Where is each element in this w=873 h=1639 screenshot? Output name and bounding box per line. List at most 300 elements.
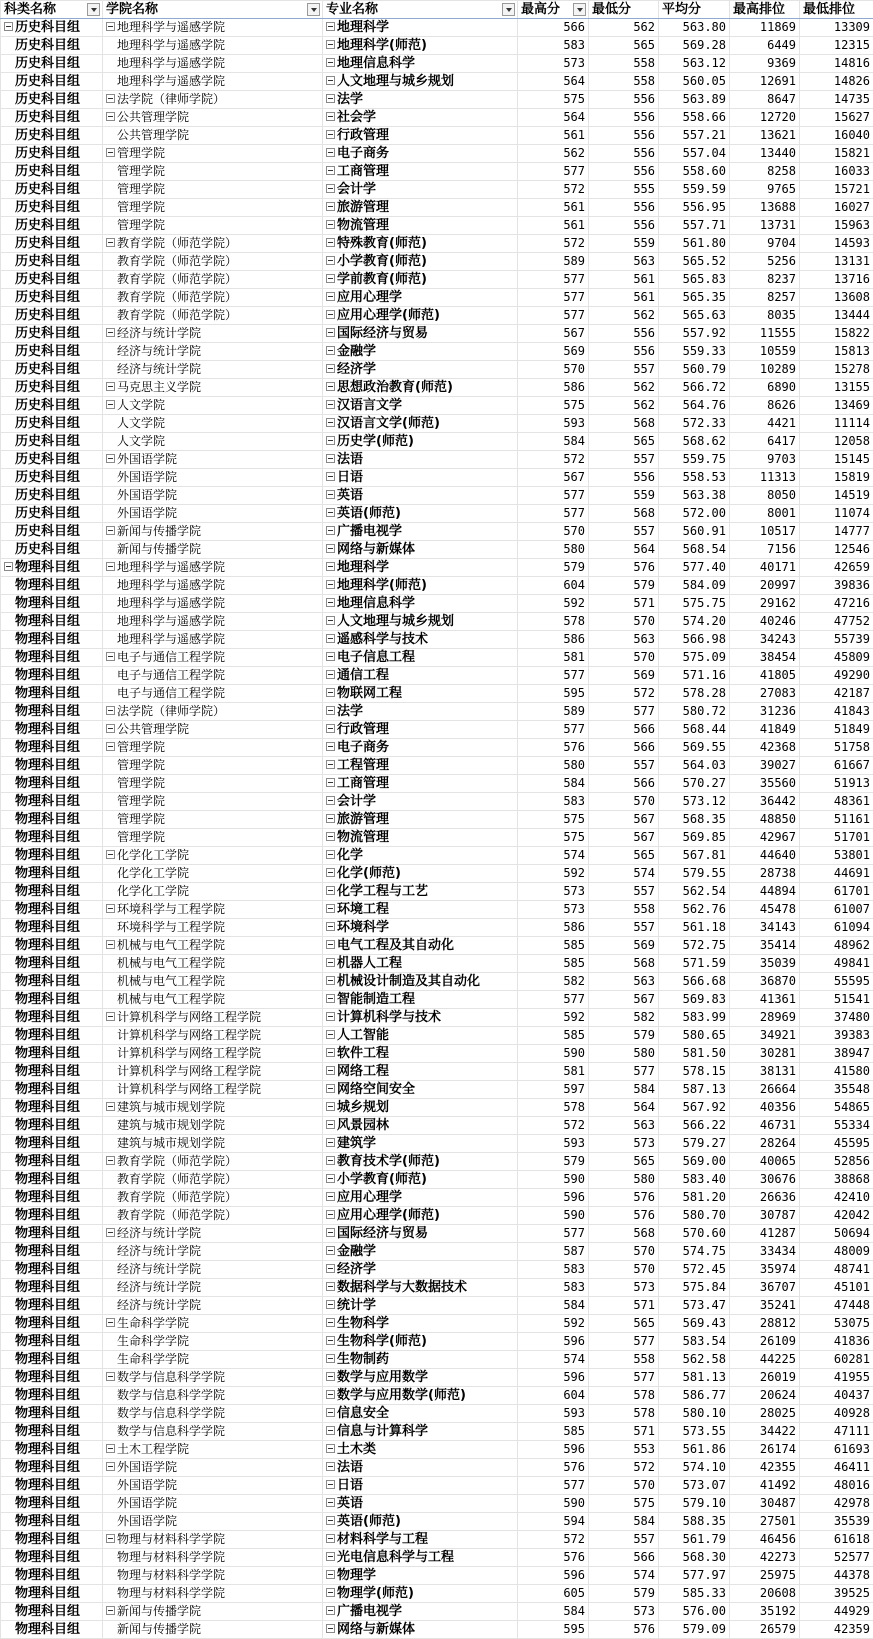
cell-major[interactable] (323, 1081, 518, 1099)
cell-college[interactable] (103, 1009, 323, 1027)
cell-major[interactable] (323, 1027, 518, 1045)
cell-rank-high[interactable]: 36442 (730, 793, 800, 811)
cell-max-score[interactable]: 577 (518, 991, 589, 1009)
cell-avg-score[interactable]: 580.70 (659, 1207, 730, 1225)
cell-min-score[interactable]: 569 (589, 667, 659, 685)
cell-major[interactable] (323, 685, 518, 703)
cell-college[interactable] (103, 487, 323, 505)
cell-max-score[interactable]: 562 (518, 145, 589, 163)
collapse-toggle-icon[interactable] (326, 112, 335, 121)
cell-min-score[interactable]: 569 (589, 937, 659, 955)
cell-min-score[interactable]: 584 (589, 1513, 659, 1531)
cell-college[interactable] (103, 901, 323, 919)
cell-major[interactable] (323, 667, 518, 685)
cell-max-score[interactable]: 592 (518, 595, 589, 613)
cell-rank-low[interactable]: 44929 (800, 1603, 873, 1621)
filter-dropdown-icon[interactable] (307, 3, 320, 16)
collapse-toggle-icon[interactable] (4, 562, 13, 571)
cell-avg-score[interactable]: 574.20 (659, 613, 730, 631)
cell-min-score[interactable]: 580 (589, 1045, 659, 1063)
cell-rank-low[interactable]: 38868 (800, 1171, 873, 1189)
cell-max-score[interactable]: 596 (518, 1333, 589, 1351)
cell-min-score[interactable]: 556 (589, 109, 659, 127)
cell-max-score[interactable]: 573 (518, 901, 589, 919)
cell-category[interactable] (1, 1171, 103, 1189)
cell-max-score[interactable]: 604 (518, 1387, 589, 1405)
cell-category[interactable] (1, 541, 103, 559)
cell-rank-low[interactable]: 12058 (800, 433, 873, 451)
cell-category[interactable] (1, 397, 103, 415)
cell-max-score[interactable]: 597 (518, 1081, 589, 1099)
cell-min-score[interactable]: 565 (589, 1153, 659, 1171)
cell-rank-high[interactable]: 42967 (730, 829, 800, 847)
cell-rank-high[interactable]: 11313 (730, 469, 800, 487)
collapse-toggle-icon[interactable] (326, 472, 335, 481)
collapse-toggle-icon[interactable] (326, 418, 335, 427)
cell-rank-high[interactable]: 12691 (730, 73, 800, 91)
cell-college[interactable] (103, 649, 323, 667)
cell-max-score[interactable]: 586 (518, 379, 589, 397)
cell-college[interactable] (103, 199, 323, 217)
cell-avg-score[interactable]: 588.35 (659, 1513, 730, 1531)
collapse-toggle-icon[interactable] (326, 1120, 335, 1129)
cell-rank-high[interactable]: 26174 (730, 1441, 800, 1459)
cell-category[interactable] (1, 253, 103, 271)
cell-min-score[interactable]: 579 (589, 577, 659, 595)
cell-min-score[interactable]: 578 (589, 1387, 659, 1405)
collapse-toggle-icon[interactable] (326, 814, 335, 823)
collapse-toggle-icon[interactable] (106, 850, 115, 859)
cell-category[interactable] (1, 1405, 103, 1423)
cell-avg-score[interactable]: 572.45 (659, 1261, 730, 1279)
cell-college[interactable] (103, 1153, 323, 1171)
cell-category[interactable] (1, 577, 103, 595)
cell-min-score[interactable]: 576 (589, 1189, 659, 1207)
cell-min-score[interactable]: 580 (589, 1171, 659, 1189)
cell-min-score[interactable]: 558 (589, 73, 659, 91)
cell-major[interactable] (323, 1153, 518, 1171)
cell-max-score[interactable]: 577 (518, 271, 589, 289)
cell-avg-score[interactable]: 574.75 (659, 1243, 730, 1261)
cell-max-score[interactable]: 577 (518, 307, 589, 325)
cell-min-score[interactable]: 570 (589, 1243, 659, 1261)
cell-avg-score[interactable]: 578.15 (659, 1063, 730, 1081)
cell-max-score[interactable]: 578 (518, 613, 589, 631)
cell-min-score[interactable]: 584 (589, 1081, 659, 1099)
cell-college[interactable] (103, 1225, 323, 1243)
cell-major[interactable] (323, 505, 518, 523)
cell-rank-low[interactable]: 46411 (800, 1459, 873, 1477)
cell-rank-high[interactable]: 13731 (730, 217, 800, 235)
cell-college[interactable] (103, 793, 323, 811)
cell-min-score[interactable]: 557 (589, 1531, 659, 1549)
cell-category[interactable] (1, 433, 103, 451)
cell-avg-score[interactable]: 562.76 (659, 901, 730, 919)
cell-major[interactable] (323, 1189, 518, 1207)
collapse-toggle-icon[interactable] (326, 634, 335, 643)
cell-rank-low[interactable]: 13716 (800, 271, 873, 289)
cell-avg-score[interactable]: 572.75 (659, 937, 730, 955)
cell-rank-low[interactable]: 47448 (800, 1297, 873, 1315)
cell-rank-low[interactable]: 13608 (800, 289, 873, 307)
cell-major[interactable] (323, 1513, 518, 1531)
cell-max-score[interactable]: 575 (518, 811, 589, 829)
cell-rank-low[interactable]: 55334 (800, 1117, 873, 1135)
cell-min-score[interactable]: 559 (589, 235, 659, 253)
cell-major[interactable] (323, 559, 518, 577)
cell-rank-high[interactable]: 9704 (730, 235, 800, 253)
header-category[interactable] (1, 1, 103, 19)
cell-avg-score[interactable]: 560.91 (659, 523, 730, 541)
cell-rank-low[interactable]: 51541 (800, 991, 873, 1009)
cell-avg-score[interactable]: 566.72 (659, 379, 730, 397)
cell-rank-high[interactable]: 8647 (730, 91, 800, 109)
cell-college[interactable] (103, 469, 323, 487)
collapse-toggle-icon[interactable] (326, 274, 335, 283)
cell-major[interactable] (323, 1621, 518, 1639)
collapse-toggle-icon[interactable] (326, 1138, 335, 1147)
cell-category[interactable] (1, 127, 103, 145)
cell-max-score[interactable]: 586 (518, 919, 589, 937)
cell-min-score[interactable]: 562 (589, 397, 659, 415)
cell-college[interactable] (103, 235, 323, 253)
cell-rank-low[interactable]: 15821 (800, 145, 873, 163)
cell-max-score[interactable]: 577 (518, 487, 589, 505)
cell-avg-score[interactable]: 587.13 (659, 1081, 730, 1099)
cell-avg-score[interactable]: 585.33 (659, 1585, 730, 1603)
cell-rank-high[interactable]: 42355 (730, 1459, 800, 1477)
cell-college[interactable] (103, 505, 323, 523)
cell-rank-high[interactable]: 27083 (730, 685, 800, 703)
cell-avg-score[interactable]: 570.27 (659, 775, 730, 793)
cell-min-score[interactable]: 571 (589, 1423, 659, 1441)
cell-college[interactable] (103, 1459, 323, 1477)
cell-college[interactable] (103, 1495, 323, 1513)
collapse-toggle-icon[interactable] (326, 976, 335, 985)
cell-major[interactable] (323, 37, 518, 55)
cell-major[interactable] (323, 775, 518, 793)
cell-major[interactable] (323, 829, 518, 847)
cell-category[interactable] (1, 793, 103, 811)
cell-college[interactable] (103, 415, 323, 433)
header-avg-score[interactable] (659, 1, 730, 19)
cell-min-score[interactable]: 579 (589, 1027, 659, 1045)
cell-college[interactable] (103, 289, 323, 307)
collapse-toggle-icon[interactable] (326, 382, 335, 391)
collapse-toggle-icon[interactable] (326, 166, 335, 175)
cell-college[interactable] (103, 1369, 323, 1387)
header-max-score[interactable] (518, 1, 589, 19)
cell-college[interactable] (103, 973, 323, 991)
cell-college[interactable] (103, 595, 323, 613)
collapse-toggle-icon[interactable] (326, 1174, 335, 1183)
cell-major[interactable] (323, 1585, 518, 1603)
collapse-toggle-icon[interactable] (326, 1624, 335, 1633)
cell-avg-score[interactable]: 557.21 (659, 127, 730, 145)
cell-min-score[interactable]: 565 (589, 37, 659, 55)
cell-college[interactable] (103, 703, 323, 721)
cell-min-score[interactable]: 562 (589, 307, 659, 325)
cell-college[interactable] (103, 937, 323, 955)
cell-max-score[interactable]: 594 (518, 1513, 589, 1531)
collapse-toggle-icon[interactable] (326, 598, 335, 607)
cell-college[interactable] (103, 379, 323, 397)
cell-college[interactable] (103, 163, 323, 181)
cell-rank-low[interactable]: 11074 (800, 505, 873, 523)
cell-max-score[interactable]: 577 (518, 667, 589, 685)
cell-rank-high[interactable]: 48850 (730, 811, 800, 829)
cell-category[interactable] (1, 73, 103, 91)
cell-min-score[interactable]: 561 (589, 289, 659, 307)
cell-max-score[interactable]: 574 (518, 1351, 589, 1369)
collapse-toggle-icon[interactable] (326, 436, 335, 445)
cell-min-score[interactable]: 570 (589, 613, 659, 631)
cell-rank-low[interactable]: 61007 (800, 901, 873, 919)
cell-college[interactable] (103, 991, 323, 1009)
cell-rank-high[interactable]: 11869 (730, 19, 800, 37)
collapse-toggle-icon[interactable] (106, 940, 115, 949)
cell-college[interactable] (103, 109, 323, 127)
cell-rank-low[interactable]: 48361 (800, 793, 873, 811)
cell-rank-high[interactable]: 13688 (730, 199, 800, 217)
cell-rank-high[interactable]: 46731 (730, 1117, 800, 1135)
cell-max-score[interactable]: 596 (518, 1369, 589, 1387)
cell-rank-low[interactable]: 52577 (800, 1549, 873, 1567)
collapse-toggle-icon[interactable] (106, 1462, 115, 1471)
cell-college[interactable] (103, 1621, 323, 1639)
collapse-toggle-icon[interactable] (326, 1210, 335, 1219)
cell-max-score[interactable]: 576 (518, 1459, 589, 1477)
cell-rank-high[interactable]: 40246 (730, 613, 800, 631)
cell-avg-score[interactable]: 579.10 (659, 1495, 730, 1513)
cell-category[interactable] (1, 901, 103, 919)
cell-category[interactable] (1, 883, 103, 901)
cell-min-score[interactable]: 576 (589, 1621, 659, 1639)
cell-category[interactable] (1, 361, 103, 379)
cell-major[interactable] (323, 883, 518, 901)
collapse-toggle-icon[interactable] (326, 1156, 335, 1165)
cell-min-score[interactable]: 556 (589, 145, 659, 163)
collapse-toggle-icon[interactable] (326, 832, 335, 841)
cell-rank-low[interactable]: 16040 (800, 127, 873, 145)
cell-category[interactable] (1, 739, 103, 757)
cell-college[interactable] (103, 1099, 323, 1117)
cell-avg-score[interactable]: 568.30 (659, 1549, 730, 1567)
cell-college[interactable] (103, 433, 323, 451)
cell-rank-high[interactable]: 30281 (730, 1045, 800, 1063)
cell-rank-high[interactable]: 39027 (730, 757, 800, 775)
cell-college[interactable] (103, 1423, 323, 1441)
cell-max-score[interactable]: 590 (518, 1495, 589, 1513)
cell-college[interactable] (103, 1387, 323, 1405)
collapse-toggle-icon[interactable] (326, 40, 335, 49)
collapse-toggle-icon[interactable] (326, 94, 335, 103)
cell-min-score[interactable]: 556 (589, 325, 659, 343)
collapse-toggle-icon[interactable] (106, 22, 115, 31)
cell-max-score[interactable]: 577 (518, 721, 589, 739)
cell-rank-high[interactable]: 36707 (730, 1279, 800, 1297)
collapse-toggle-icon[interactable] (106, 1012, 115, 1021)
cell-avg-score[interactable]: 564.76 (659, 397, 730, 415)
cell-rank-low[interactable]: 14593 (800, 235, 873, 253)
cell-category[interactable] (1, 1243, 103, 1261)
cell-rank-high[interactable]: 11555 (730, 325, 800, 343)
collapse-toggle-icon[interactable] (106, 1228, 115, 1237)
cell-max-score[interactable]: 567 (518, 325, 589, 343)
cell-avg-score[interactable]: 557.04 (659, 145, 730, 163)
cell-avg-score[interactable]: 563.80 (659, 19, 730, 37)
cell-major[interactable] (323, 163, 518, 181)
cell-avg-score[interactable]: 568.35 (659, 811, 730, 829)
collapse-toggle-icon[interactable] (326, 1498, 335, 1507)
collapse-toggle-icon[interactable] (106, 562, 115, 571)
cell-major[interactable] (323, 91, 518, 109)
cell-category[interactable] (1, 55, 103, 73)
cell-avg-score[interactable]: 569.55 (659, 739, 730, 757)
cell-rank-high[interactable]: 28738 (730, 865, 800, 883)
cell-rank-low[interactable]: 40928 (800, 1405, 873, 1423)
collapse-toggle-icon[interactable] (106, 94, 115, 103)
cell-rank-high[interactable]: 30487 (730, 1495, 800, 1513)
cell-major[interactable] (323, 1207, 518, 1225)
cell-max-score[interactable]: 575 (518, 397, 589, 415)
cell-min-score[interactable]: 565 (589, 847, 659, 865)
cell-min-score[interactable]: 572 (589, 685, 659, 703)
cell-college[interactable] (103, 127, 323, 145)
cell-rank-low[interactable]: 47111 (800, 1423, 873, 1441)
cell-rank-high[interactable]: 41849 (730, 721, 800, 739)
cell-category[interactable] (1, 1531, 103, 1549)
cell-rank-low[interactable]: 50694 (800, 1225, 873, 1243)
collapse-toggle-icon[interactable] (326, 922, 335, 931)
cell-min-score[interactable]: 558 (589, 901, 659, 919)
collapse-toggle-icon[interactable] (326, 148, 335, 157)
collapse-toggle-icon[interactable] (106, 526, 115, 535)
cell-max-score[interactable]: 596 (518, 1441, 589, 1459)
cell-min-score[interactable]: 568 (589, 955, 659, 973)
cell-rank-low[interactable]: 61667 (800, 757, 873, 775)
cell-rank-high[interactable]: 20997 (730, 577, 800, 595)
collapse-toggle-icon[interactable] (106, 1318, 115, 1327)
cell-max-score[interactable]: 595 (518, 685, 589, 703)
cell-major[interactable] (323, 1117, 518, 1135)
cell-max-score[interactable]: 564 (518, 73, 589, 91)
collapse-toggle-icon[interactable] (326, 1192, 335, 1201)
cell-category[interactable] (1, 1279, 103, 1297)
cell-min-score[interactable]: 566 (589, 721, 659, 739)
collapse-toggle-icon[interactable] (326, 76, 335, 85)
cell-rank-low[interactable]: 39836 (800, 577, 873, 595)
cell-major[interactable] (323, 1351, 518, 1369)
cell-avg-score[interactable]: 581.20 (659, 1189, 730, 1207)
collapse-toggle-icon[interactable] (326, 1354, 335, 1363)
cell-college[interactable] (103, 829, 323, 847)
cell-category[interactable] (1, 1063, 103, 1081)
cell-college[interactable] (103, 91, 323, 109)
cell-rank-low[interactable]: 54865 (800, 1099, 873, 1117)
cell-avg-score[interactable]: 567.92 (659, 1099, 730, 1117)
cell-rank-high[interactable]: 12720 (730, 109, 800, 127)
cell-avg-score[interactable]: 559.59 (659, 181, 730, 199)
cell-college[interactable] (103, 631, 323, 649)
cell-category[interactable] (1, 91, 103, 109)
cell-max-score[interactable]: 580 (518, 541, 589, 559)
cell-college[interactable] (103, 685, 323, 703)
cell-rank-low[interactable]: 42659 (800, 559, 873, 577)
cell-rank-high[interactable]: 35039 (730, 955, 800, 973)
cell-avg-score[interactable]: 577.40 (659, 559, 730, 577)
cell-major[interactable] (323, 757, 518, 775)
collapse-toggle-icon[interactable] (326, 508, 335, 517)
cell-max-score[interactable]: 561 (518, 127, 589, 145)
cell-category[interactable] (1, 271, 103, 289)
collapse-toggle-icon[interactable] (326, 1408, 335, 1417)
cell-rank-high[interactable]: 46456 (730, 1531, 800, 1549)
cell-major[interactable] (323, 1387, 518, 1405)
cell-major[interactable] (323, 541, 518, 559)
collapse-toggle-icon[interactable] (326, 1570, 335, 1579)
cell-max-score[interactable]: 582 (518, 973, 589, 991)
header-min-score[interactable] (589, 1, 659, 19)
cell-college[interactable] (103, 1351, 323, 1369)
cell-min-score[interactable]: 568 (589, 1225, 659, 1243)
cell-major[interactable] (323, 1225, 518, 1243)
header-rank-high[interactable] (730, 1, 800, 19)
cell-max-score[interactable]: 575 (518, 829, 589, 847)
cell-avg-score[interactable]: 559.33 (659, 343, 730, 361)
cell-major[interactable] (323, 217, 518, 235)
cell-category[interactable] (1, 487, 103, 505)
cell-avg-score[interactable]: 565.35 (659, 289, 730, 307)
cell-college[interactable] (103, 811, 323, 829)
cell-major[interactable] (323, 1531, 518, 1549)
cell-rank-low[interactable]: 15813 (800, 343, 873, 361)
cell-category[interactable] (1, 937, 103, 955)
cell-avg-score[interactable]: 563.38 (659, 487, 730, 505)
filter-dropdown-icon[interactable] (573, 3, 586, 16)
cell-rank-low[interactable]: 15278 (800, 361, 873, 379)
collapse-toggle-icon[interactable] (106, 1102, 115, 1111)
cell-major[interactable] (323, 1441, 518, 1459)
cell-min-score[interactable]: 556 (589, 127, 659, 145)
cell-min-score[interactable]: 557 (589, 919, 659, 937)
cell-rank-high[interactable]: 45478 (730, 901, 800, 919)
collapse-toggle-icon[interactable] (326, 220, 335, 229)
collapse-toggle-icon[interactable] (326, 1246, 335, 1255)
cell-min-score[interactable]: 567 (589, 811, 659, 829)
cell-rank-low[interactable]: 41843 (800, 703, 873, 721)
collapse-toggle-icon[interactable] (106, 724, 115, 733)
cell-rank-high[interactable]: 44225 (730, 1351, 800, 1369)
cell-category[interactable] (1, 1189, 103, 1207)
cell-min-score[interactable]: 564 (589, 1099, 659, 1117)
cell-major[interactable] (323, 1171, 518, 1189)
cell-rank-low[interactable]: 14777 (800, 523, 873, 541)
cell-rank-low[interactable]: 12315 (800, 37, 873, 55)
cell-rank-high[interactable]: 41287 (730, 1225, 800, 1243)
cell-college[interactable] (103, 577, 323, 595)
collapse-toggle-icon[interactable] (326, 130, 335, 139)
cell-rank-high[interactable]: 26636 (730, 1189, 800, 1207)
cell-avg-score[interactable]: 569.43 (659, 1315, 730, 1333)
cell-avg-score[interactable]: 583.54 (659, 1333, 730, 1351)
cell-max-score[interactable]: 577 (518, 289, 589, 307)
collapse-toggle-icon[interactable] (326, 850, 335, 859)
cell-max-score[interactable]: 561 (518, 199, 589, 217)
cell-max-score[interactable]: 593 (518, 1405, 589, 1423)
header-major[interactable] (323, 1, 518, 19)
cell-major[interactable] (323, 613, 518, 631)
